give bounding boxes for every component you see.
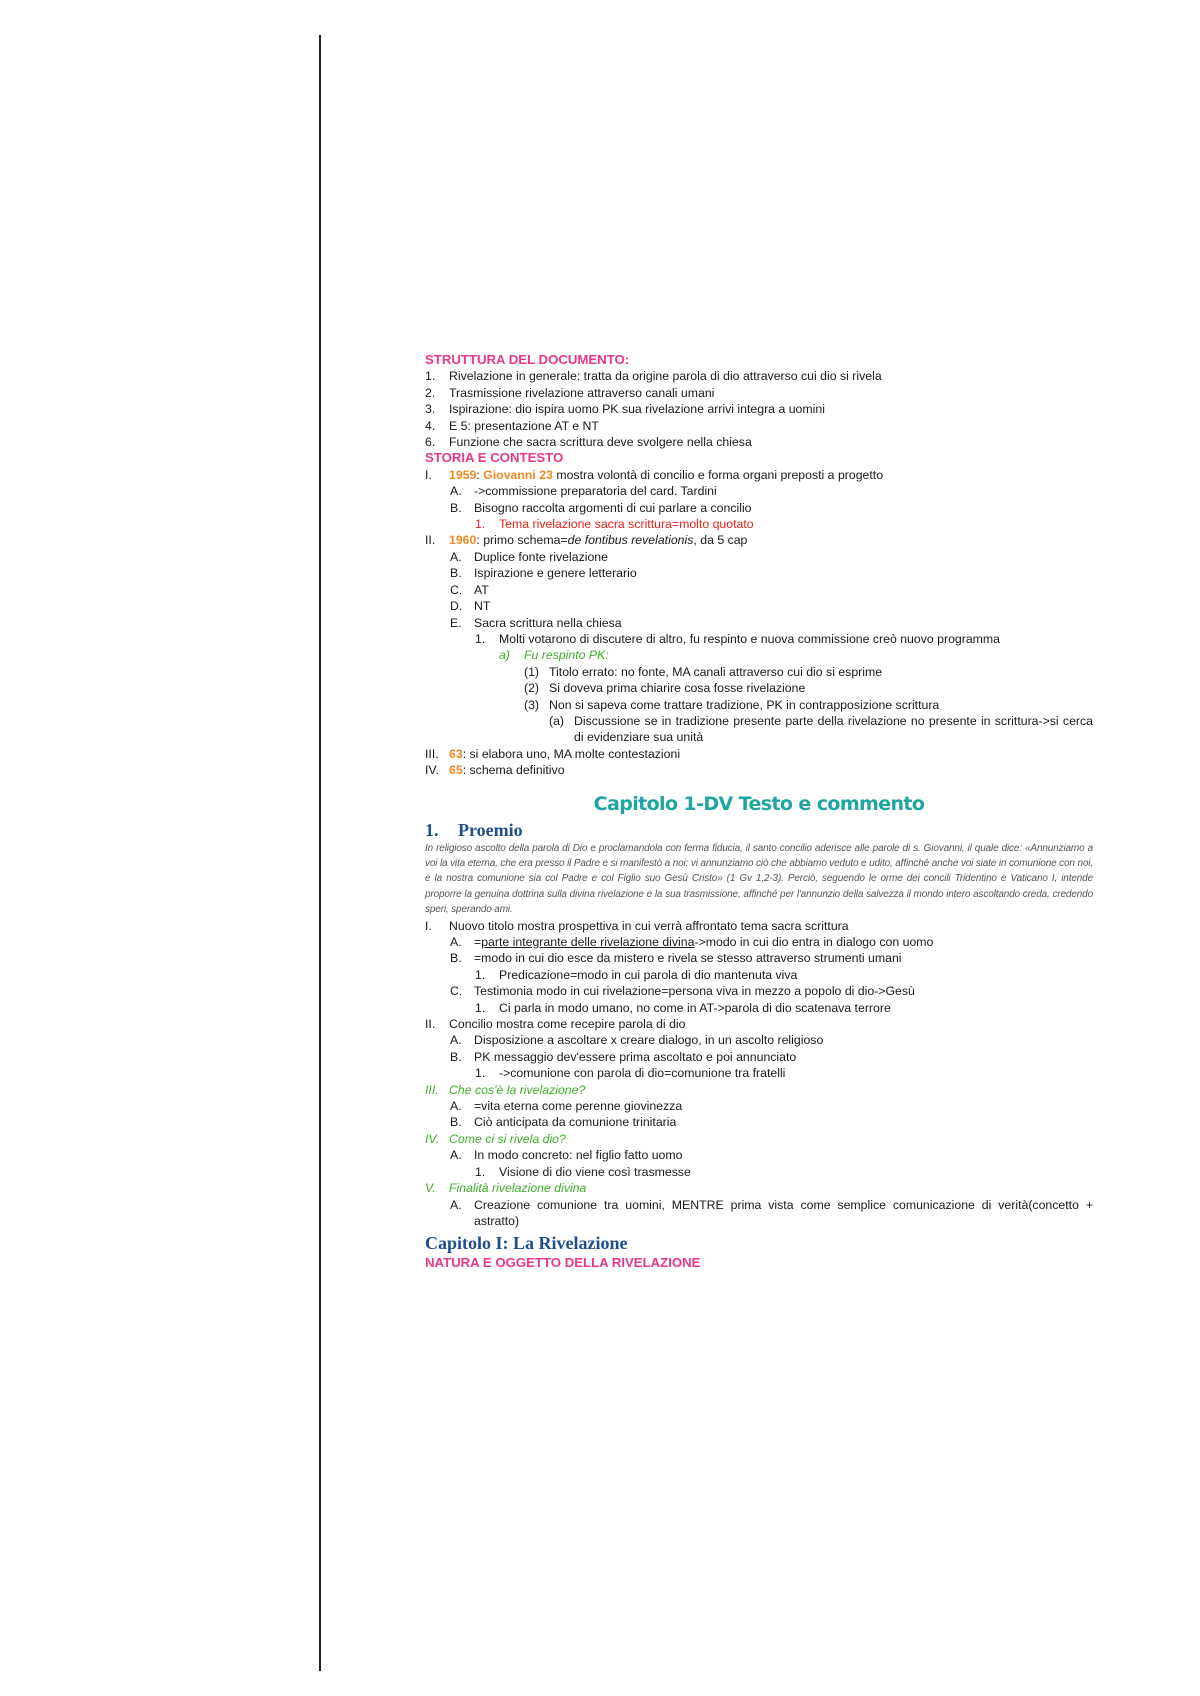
list-item: 6. Funzione che sacra scrittura deve svolgere nella chiesa: [425, 435, 752, 450]
pope-name: Giovanni 23: [483, 467, 553, 482]
list-item: II. Concilio mostra come recepire parola di dio: [425, 1017, 686, 1032]
chapter-title: Capitolo 1-DV Testo e commento: [593, 792, 925, 815]
list-item: IV. 65: schema definitivo: [425, 763, 565, 778]
list-item: C. Testimonia modo in cui rivelazione=persona viva in mezzo a popolo di dio->Gesù: [450, 984, 915, 999]
chapter-title: Capitolo I: La Rivelazione: [425, 1233, 628, 1254]
list-item: I. Nuovo titolo mostra prospettiva in cui verrà affrontato tema sacra scrittura: [425, 918, 849, 933]
page-margin-line: [319, 35, 321, 1671]
year-label: 65: [449, 763, 463, 778]
list-item: III. Che cos'è la rivelazione?: [425, 1082, 586, 1097]
list-item: (a) Discussione se in tradizione presente parte della rivelazione no presente in scrittura->si cerca di evidenziare sua unità: [549, 713, 1093, 745]
year-label: 1960: [449, 533, 477, 548]
list-item: A. ->commissione preparatoria del card. Tardini: [450, 484, 717, 499]
list-item: 1. ->comunione con parola di dio=comunione tra fratelli: [475, 1066, 786, 1081]
list-item: 1. Tema rivelazione sacra scrittura=molto quotato: [475, 517, 754, 532]
list-item: A. Disposizione a ascoltare x creare dialogo, in un ascolto religioso: [450, 1033, 824, 1048]
list-item: A. In modo concreto: nel figlio fatto uomo: [450, 1148, 683, 1163]
list-item: B. =modo in cui dio esce da mistero e rivela se stesso attraverso strumenti umani: [450, 951, 902, 966]
struttura-heading: STRUTTURA DEL DOCUMENTO:: [425, 352, 630, 367]
section-title: 1. Proemio: [425, 819, 523, 840]
list-item: 3. Ispirazione: dio ispira uomo PK sua rivelazione arrivi integra a uomini: [425, 402, 825, 417]
list-item: (3) Non si sapeva come trattare tradizione, PK in contrapposizione scrittura: [524, 697, 940, 712]
storia-heading: STORIA E CONTESTO: [425, 450, 564, 466]
list-item: A. =vita eterna come perenne giovinezza: [450, 1099, 683, 1114]
document-body: [425, 352, 1093, 1272]
list-item: IV. Come ci si rivela dio?: [425, 1131, 566, 1146]
list-item: D. NT: [450, 599, 491, 614]
list-item: B. Ciò anticipata da comunione trinitaria: [450, 1115, 677, 1130]
list-item: (1) Titolo errato: no fonte, MA canali attraverso cui dio si esprime: [524, 664, 883, 679]
list-item: 1. Rivelazione in generale: tratta da origine parola di dio attraverso cui dio si rivela: [425, 369, 882, 384]
natura-heading: NATURA E OGGETTO DELLA RIVELAZIONE: [425, 1255, 701, 1271]
year-label: 1959: [449, 467, 477, 482]
list-item: V. Finalità rivelazione divina: [425, 1181, 587, 1196]
list-item: 1. Visione di dio viene così trasmesse: [475, 1164, 691, 1179]
list-item: III. 63: si elabora uno, MA molte contestazioni: [425, 746, 681, 761]
list-item: B. Ispirazione e genere letterario: [450, 566, 637, 581]
list-item: 1. Predicazione=modo in cui parola di dio mantenuta viva: [475, 967, 798, 982]
year-label: 63: [449, 746, 463, 761]
list-item: A. Creazione comunione tra uomini, MENTRE prima vista come semplice comunicazione di verità(concetto + astratto): [450, 1197, 1093, 1228]
list-item: (2) Si doveva prima chiarire cosa fosse rivelazione: [524, 681, 806, 696]
list-item: a) Fu respinto PK:: [499, 648, 609, 663]
list-item: B. Bisogno raccolta argomenti di cui parlare a concilio: [450, 500, 752, 515]
list-item: B. PK messaggio dev'essere prima ascoltato e poi annunciato: [450, 1049, 797, 1064]
list-item: A. =parte integrante delle rivelazione divina->modo in cui dio entra in dialogo con uomo: [450, 935, 934, 949]
quoted-paragraph: In religioso ascolto della parola di Dio e proclamandola con ferma fiducia, il santo concilio aderisce alle parole di s. Giovanni, il quale dice: «Annunziamo a voi la vita eterna, che era presso il Padre e si manifestò a noi: vi annunziamo ciò che abbiamo veduto e udito, affinché anche voi siate in comunione con noi, e la nostra comunione sia col Padre e col Figlio suo Gesù Cristo» (1 Gv 1,2-3). Perciò, seguendo le orme dei concili Tridentino e Vaticano I, intende proporre la genuina dottrina sulla divina rivelazione e la sua trasmissione, affinché per l'annunzio della salvezza il mondo intero ascoltando creda, credendo speri, sperando ami.: [425, 842, 1093, 916]
list-item: E. Sacra scrittura nella chiesa: [450, 615, 622, 630]
list-item: C. AT: [450, 582, 489, 597]
list-item: 4. E 5: presentazione AT e NT: [425, 418, 599, 433]
list-item: A. Duplice fonte rivelazione: [450, 549, 608, 564]
list-item: II. 1960: primo schema=de fontibus revelationis, da 5 cap: [425, 533, 748, 548]
list-item: 1. Molti votarono di discutere di altro, fu respinto e nuova commissione creò nuovo programma: [475, 631, 1001, 646]
list-item: 2. Trasmissione rivelazione attraverso canali umani: [425, 385, 715, 400]
list-item: I. 1959: Giovanni 23 mostra volontà di concilio e forma organi preposti a progetto: [425, 467, 884, 482]
list-item: 1. Ci parla in modo umano, no come in AT->parola di dio scatenava terrore: [475, 1000, 891, 1015]
